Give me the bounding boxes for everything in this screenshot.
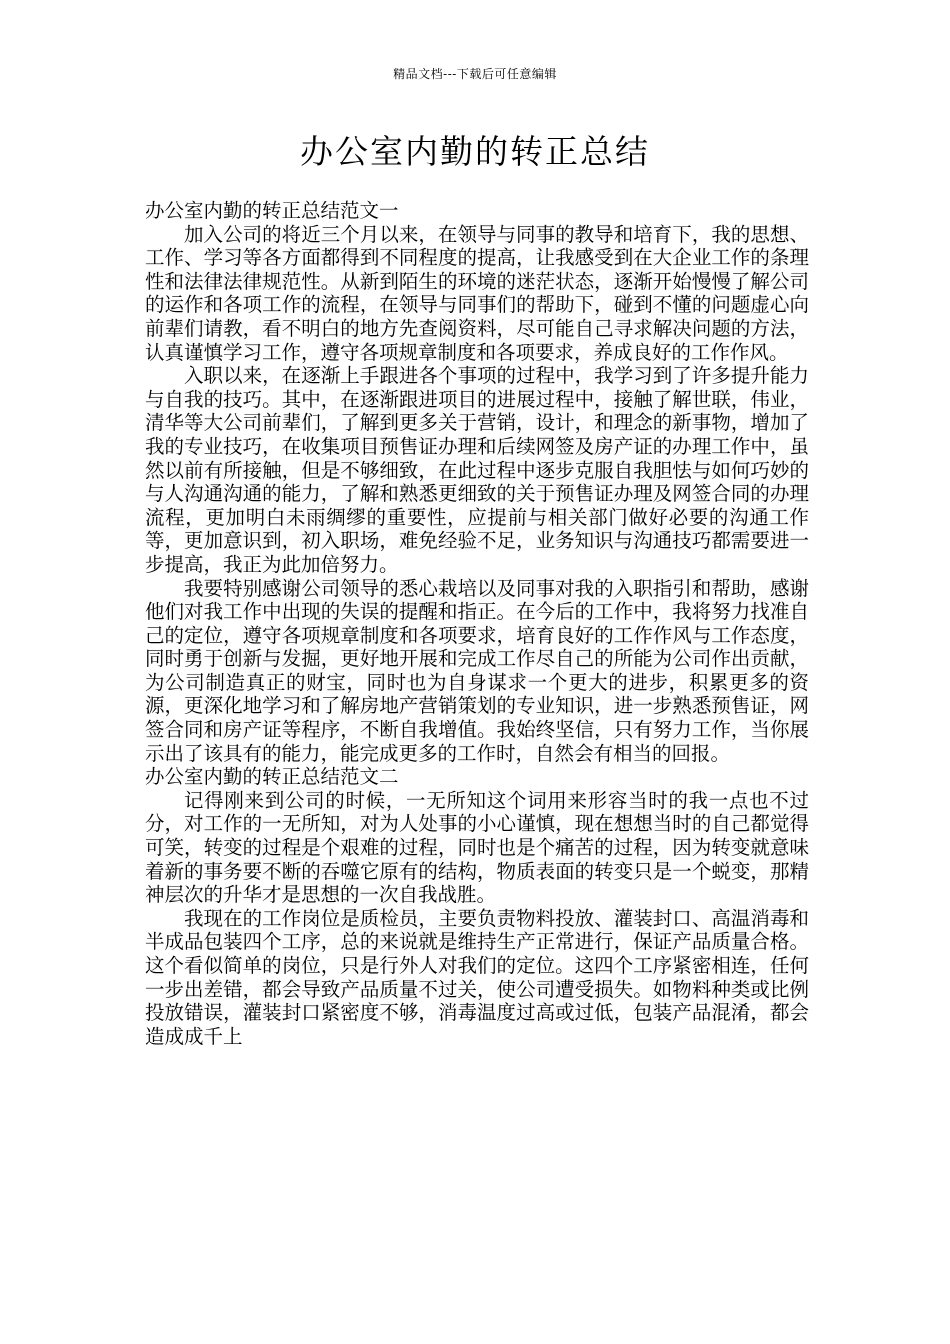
document-body [145, 199, 809, 1048]
paragraph-1-1: 加入公司的将近三个月以来，在领导与同事的教导和培育下，我的思想、工作、学习等各方面都得到不同程度的提高，让我感受到在大企业工作的条理性和法律法律规范性。从新到陌生的环境的迷茫状态，逐渐开始慢慢了解公司的运作和各项工作的流程，在领导与同事们的帮助下，碰到不懂的问题虚心向前辈们请教，看不明白的地方先查阅资料，尽可能自己寻求解决问题的方法，认真谨慎学习工作，遵守各项规章制度和各项要求，养成良好的工作作风。 [145, 222, 809, 364]
header-note: 精品文档---下载后可任意编辑 [393, 67, 557, 81]
paragraph-1-2: 入职以来，在逐渐上手跟进各个事项的过程中，我学习到了许多提升能力与自我的技巧。其中，在逐渐跟进项目的进展过程中，接触了解世联，伟业，清华等大公司前辈们，了解到更多关于营销，设计，和理念的新事物，增加了我的专业技巧，在收集项目预售证办理和后续网签及房产证的办理工作中，虽然以前有所接触，但是不够细致，在此过程中逐步克服自我胆怯与如何巧妙的与人沟通沟通的能力，了解和熟悉更细致的关于预售证办理及网签合同的办理流程，更加明白未雨绸缪的重要性，应提前与相关部门做好必要的沟通工作等，更加意识到，初入职场，难免经验不足，业务知识与沟通技巧都需要进一步提高，我正为此加倍努力。 [145, 364, 809, 576]
section-heading-1: 办公室内勤的转正总结范文一 [145, 199, 399, 222]
section-heading-2: 办公室内勤的转正总结范文二 [145, 765, 399, 789]
paragraph-2-1: 记得刚来到公司的时候，一无所知这个词用来形容当时的我一点也不过分，对工作的一无所知，对为人处事的小心谨慎，现在想想当时的自己都觉得可笑，转变的过程是个艰难的过程，同时也是个痛苦的过程，因为转变就意味着新的事务要不断的吞噬它原有的结构，物质表面的转变只是一个蜕变，那精神层次的升华才是思想的一次自我战胜。 [145, 788, 809, 907]
paragraph-1-3: 我要特别感谢公司领导的悉心栽培以及同事对我的入职指引和帮助，感谢他们对我工作中出现的失误的提醒和指正。在今后的工作中，我将努力找准自己的定位，遵守各项规章制度和各项要求，培育良好的工作作风与工作态度，同时勇于创新与发掘，更好地开展和完成工作尽自己的所能为公司作出贡献，为公司制造真正的财宝，同时也为自身谋求一个更大的进步，积累更多的资源，更深化地学习和了解房地产营销策划的专业知识，进一步熟悉预售证，网签合同和房产证等程序，不断自我增值。我始终坚信，只有努力工作，当你展示出了该具有的能力，能完成更多的工作时，自然会有相当的回报。 [145, 576, 809, 765]
paragraph-2-2: 我现在的工作岗位是质检员，主要负责物料投放、灌装封口、高温消毒和半成品包装四个工序，总的来说就是维持生产正常进行，保证产品质量合格。这个看似简单的岗位，只是行外人对我们的定位。这四个工序紧密相连，任何一步出差错，都会导致产品质量不过关，使公司遭受损失。如物料种类或比例投放错误，灌装封口紧密度不够，消毒温度过高或过低，包装产品混淆，都会造成成千上 [145, 906, 809, 1048]
document-title: 办公室内勤的转正总结 [300, 132, 650, 171]
